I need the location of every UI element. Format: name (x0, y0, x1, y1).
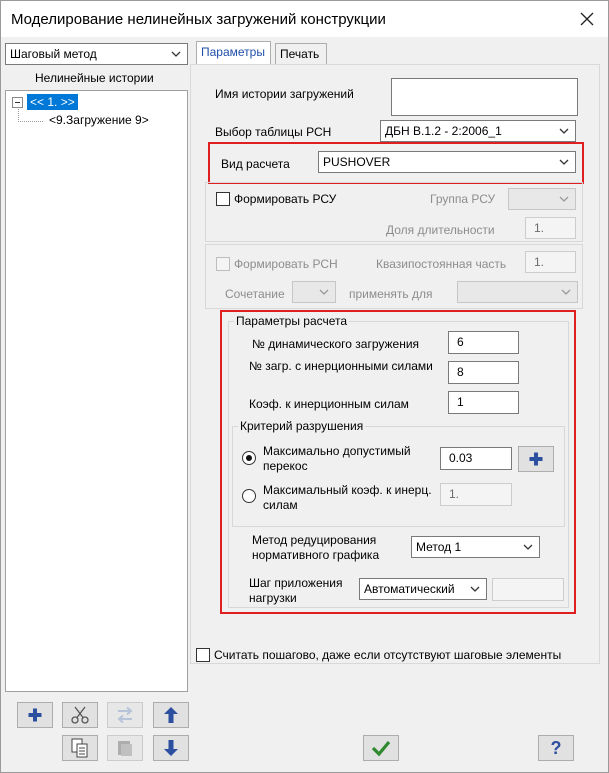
tree-root-item[interactable]: << 1. >> (27, 94, 78, 110)
paste-icon (116, 739, 134, 757)
chevron-down-icon (470, 585, 480, 593)
dyn-load-label: № динамического загружения (252, 337, 420, 351)
history-name-input[interactable] (391, 78, 578, 116)
rsn-apply-label: применять для (349, 287, 433, 301)
load-step-value: Автоматический (364, 582, 455, 596)
question-icon: ? (550, 737, 562, 758)
inertia-load-input[interactable]: 8 (448, 361, 519, 384)
arrow-up-icon (163, 706, 179, 724)
rsu-checkbox-label: Формировать РСУ (234, 192, 337, 206)
history-name-label: Имя истории загружений (215, 87, 354, 101)
reduction-method-value: Метод 1 (416, 540, 462, 554)
rsn-table-value: ДБН В.1.2 - 2:2006_1 (385, 124, 502, 138)
ok-button[interactable] (363, 735, 399, 761)
rsn-checkbox-label: Формировать РСН (234, 257, 338, 271)
rsn-checkbox[interactable] (216, 257, 230, 271)
move-up-button[interactable] (153, 702, 189, 728)
chevron-down-icon (559, 127, 569, 135)
load-step-select[interactable] (359, 578, 487, 600)
rsu-duration-label: Доля длительности (386, 223, 495, 237)
dyn-load-input[interactable]: 6 (448, 331, 519, 354)
rsu-checkbox[interactable] (216, 192, 230, 206)
load-step-extra-input[interactable] (492, 578, 564, 601)
close-button[interactable] (574, 7, 600, 31)
copy-button[interactable] (62, 735, 98, 761)
calc-type-select[interactable] (318, 151, 576, 173)
inertia-coef-label: Коэф. к инерционным силам (249, 397, 409, 411)
rsn-combination-label: Сочетание (225, 287, 285, 301)
add-history-button[interactable] (17, 702, 53, 728)
calc-params-title: Параметры расчета (236, 314, 348, 328)
close-icon (580, 12, 594, 26)
tree-title: Нелинейные истории (35, 71, 154, 85)
failure-option2-label: Максимальный коэф. к инерц. силам (263, 483, 432, 512)
reduction-method-label: Метод редуцирования нормативного графика (252, 533, 380, 562)
chevron-down-icon (559, 195, 569, 203)
method-select-value: Шаговый метод (10, 47, 97, 61)
chevron-down-icon (523, 543, 533, 551)
rsn-quasi-label: Квазипостоянная часть (376, 257, 507, 271)
rsu-group-select[interactable] (508, 188, 576, 210)
reduction-method-select[interactable] (411, 536, 540, 558)
swap-arrows-icon (115, 706, 135, 724)
chevron-down-icon (561, 288, 571, 296)
paste-button[interactable] (107, 735, 143, 761)
cut-button[interactable] (62, 702, 98, 728)
help-button[interactable] (538, 735, 574, 761)
tree-connector (18, 109, 48, 125)
arrow-down-icon (163, 739, 179, 757)
stepwise-checkbox[interactable] (196, 648, 210, 662)
rsn-table-select[interactable] (380, 120, 576, 142)
plus-icon (27, 707, 43, 723)
window-title: Моделирование нелинейных загружений конструкции (11, 11, 386, 28)
move-down-button[interactable] (153, 735, 189, 761)
rsn-table-label: Выбор таблицы РСН (215, 125, 332, 139)
failure-criterion-title: Критерий разрушения (240, 419, 364, 433)
rsu-duration-input[interactable]: 1. (525, 217, 576, 239)
title-bar (1, 1, 608, 37)
inertia-coef-input[interactable]: 1 (448, 391, 519, 414)
calc-type-value: PUSHOVER (323, 155, 391, 169)
failure-option1-radio[interactable] (242, 451, 256, 465)
scissors-icon (70, 705, 90, 725)
chevron-down-icon (559, 158, 569, 166)
load-step-label: Шаг приложения нагрузки (249, 576, 343, 605)
failure-option1-input[interactable]: 0.03 (440, 447, 512, 470)
tab-print[interactable]: Печать (275, 43, 327, 65)
swap-button[interactable] (107, 702, 143, 728)
copy-icon (71, 738, 89, 758)
calc-type-label: Вид расчета (221, 157, 290, 171)
tab-parameters[interactable]: Параметры (196, 41, 271, 65)
chevron-down-icon (171, 50, 181, 58)
rsn-combination-select[interactable] (292, 281, 336, 303)
chevron-down-icon (319, 288, 329, 296)
plus-icon (528, 451, 544, 467)
method-select[interactable] (5, 43, 188, 65)
collapse-icon[interactable] (12, 97, 24, 109)
history-tree[interactable] (5, 90, 188, 692)
stepwise-checkbox-label: Считать пошагово, даже если отсутствуют шаговые элементы (214, 648, 562, 662)
rsu-group-label: Группа РСУ (430, 192, 496, 206)
add-criterion-button[interactable] (518, 446, 554, 472)
failure-option1-label: Максимально допустимый перекос (263, 444, 411, 473)
failure-option2-input[interactable]: 1. (440, 483, 512, 506)
checkmark-icon (371, 739, 391, 757)
inertia-load-label: № загр. с инерционными силами (249, 359, 433, 373)
failure-option2-radio[interactable] (242, 489, 256, 503)
rsn-apply-select[interactable] (457, 281, 578, 303)
rsn-quasi-input[interactable]: 1. (525, 251, 576, 273)
tree-child-item[interactable]: <9.Загружение 9> (49, 113, 149, 127)
